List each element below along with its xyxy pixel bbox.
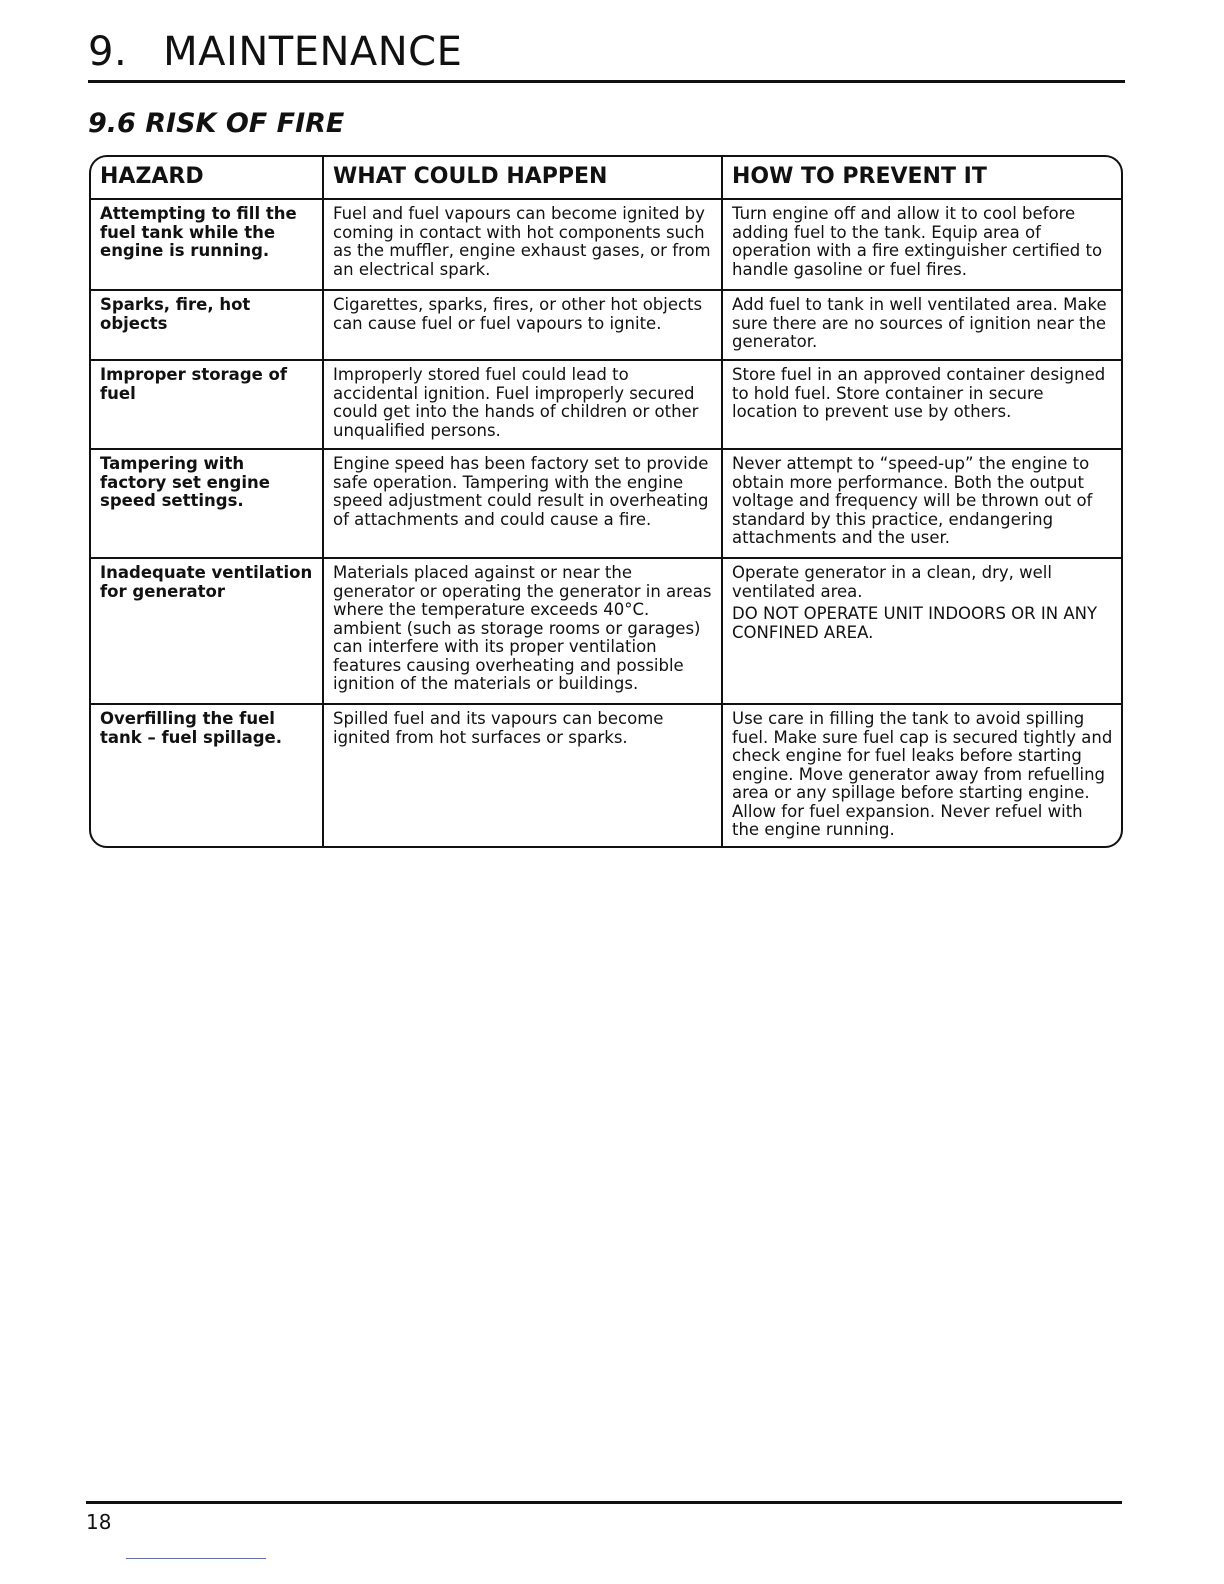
header-how-to-prevent: HOW TO PREVENT IT (732, 164, 987, 189)
hazard-cell: Overfilling the fuel tank – fuel spillage. (91, 705, 324, 846)
prevention-cell: Add fuel to tank in well ventilated area. Make sure there are no sources of ignition near the generator. (732, 295, 1107, 351)
prevention-warning: DO NOT OPERATE UNIT INDOORS OR IN ANY CONFINED AREA. (732, 604, 1098, 642)
prevention-text: Operate generator in a clean, dry, well ventilated area. (732, 563, 1052, 601)
prevention-cell: Use care in filling the tank to avoid spilling fuel. Make sure fuel cap is secured tightly and check engine for fuel leaks before starting engine. Move generator away from refuelling area or any spillage before starting engine. Allow for fuel expansion. Never refuel with the engine running. (732, 709, 1113, 839)
page-number: 18 (86, 1510, 112, 1534)
consequence-cell: Spilled fuel and its vapours can become ignited from hot surfaces or sparks. (324, 705, 723, 846)
section-title: 9.6 RISK OF FIRE (88, 108, 345, 139)
table-row (91, 557, 1121, 703)
consequence-cell: Materials placed against or near the generator or operating the generator in areas where the temperature exceeds 40°C. ambient (such as storage rooms or garages) can interfere with its proper ventilation features causing overheating and possible ignition of the materials or buildings. (324, 559, 723, 703)
table-row (91, 703, 1121, 846)
table-row (91, 198, 1121, 289)
prevention-cell: Turn engine off and allow it to cool before adding fuel to the tank. Equip area of operation with a fire extinguisher certified to handle gasoline or fuel fires. (732, 204, 1103, 279)
prevention-cell: Store fuel in an approved container designed to hold fuel. Store container in secure location to prevent use by others. (732, 365, 1106, 421)
consequence-cell: Fuel and fuel vapours can become ignited by coming in contact with hot components such as the muffler, engine exhaust gases, or from an electrical spark. (324, 200, 723, 289)
hazard-cell: Tampering with factory set engine speed settings. (91, 450, 324, 557)
hazard-cell: Improper storage of fuel (91, 361, 324, 448)
link-underline (126, 1558, 266, 1559)
chapter-number: 9. (88, 29, 128, 75)
chapter-title (88, 28, 462, 76)
prevention-cell: Never attempt to “speed-up” the engine to obtain more performance. Both the output voltage and frequency will be thrown out of standard by this practice, endangering attachments and the user. (732, 454, 1093, 547)
table-row (91, 359, 1121, 448)
table-row (91, 448, 1121, 557)
hazard-cell: Inadequate ventilation for generator (91, 559, 324, 703)
hazard-cell: Sparks, fire, hot objects (91, 291, 324, 359)
footer-rule (86, 1501, 1122, 1504)
consequence-cell: Improperly stored fuel could lead to accidental ignition. Fuel improperly secured could get into the hands of children or other unqualified persons. (324, 361, 723, 448)
header-what-could-happen: WHAT COULD HAPPEN (324, 157, 723, 198)
header-hazard: HAZARD (91, 157, 324, 198)
consequence-cell: Cigarettes, sparks, fires, or other hot objects can cause fuel or fuel vapours to ignite. (324, 291, 723, 359)
table-row (91, 289, 1121, 359)
prevention-cell (723, 559, 1121, 703)
hazard-cell: Attempting to fill the fuel tank while the engine is running. (91, 200, 324, 289)
header-rule (88, 80, 1125, 83)
fire-risk-table (89, 155, 1123, 848)
consequence-cell: Engine speed has been factory set to provide safe operation. Tampering with the engine speed adjustment could result in overheating of attachments and could cause a fire. (324, 450, 723, 557)
chapter-name: MAINTENANCE (163, 29, 463, 75)
table-header-row (91, 157, 1121, 198)
